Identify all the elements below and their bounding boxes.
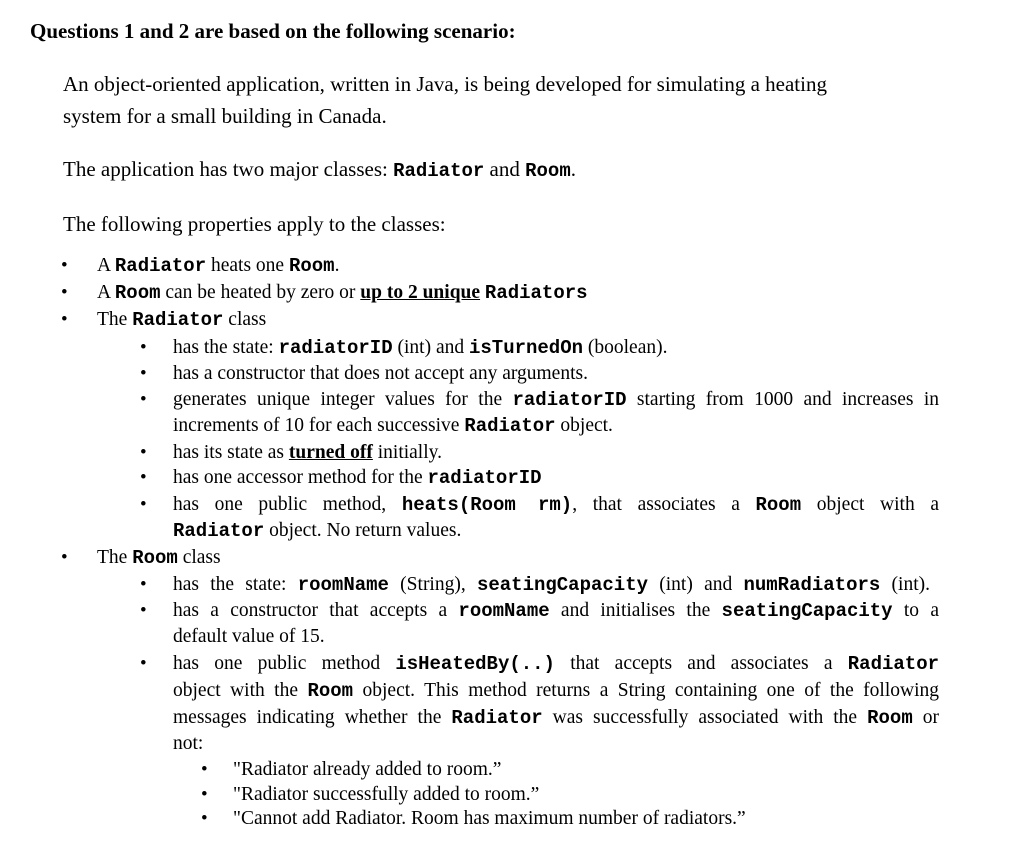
class-room: Room (525, 160, 571, 182)
text: has its state as (173, 442, 289, 463)
scenario-heading: Questions 1 and 2 are based on the following scenario: (30, 19, 516, 43)
bullet-icon: • (140, 494, 147, 515)
classes-middle: and (484, 157, 526, 181)
bullet-icon: • (140, 653, 147, 674)
room-state (173, 572, 930, 598)
text: to a (892, 600, 939, 621)
text: (int) and (648, 574, 744, 595)
text: . (334, 255, 340, 276)
text: has the state: (173, 337, 279, 358)
code-radiator: Radiator (132, 309, 224, 331)
intro-line-1: An object-oriented application, written in Java, is being developed for simulating a heating (63, 72, 827, 96)
bullet-icon: • (140, 389, 147, 410)
text: initially. (372, 442, 443, 463)
radiator-heats-method-cont (173, 518, 461, 544)
bullet-icon: • (61, 255, 68, 276)
code-roomname: roomName (458, 600, 550, 622)
bullet-icon: • (140, 467, 147, 488)
property-room-heated-by (97, 280, 588, 306)
text: class (177, 547, 221, 568)
radiator-id-generation-cont (173, 413, 613, 439)
property-room-class (97, 545, 221, 571)
bullet-icon: • (61, 282, 68, 303)
code-radiatorid: radiatorID (278, 337, 393, 359)
bullet-icon: • (140, 574, 147, 595)
code-isheatedby: isHeatedBy(..) (395, 653, 555, 675)
radiator-initial-state (173, 440, 442, 466)
message-maximum-radiators: "Cannot add Radiator. Room has maximum number of radiators.” (233, 808, 746, 829)
code-room: Room (114, 282, 161, 304)
text: has one public method, (173, 494, 402, 515)
bullet-icon: • (140, 442, 147, 463)
class-radiator: Radiator (393, 160, 485, 182)
property-radiator-class (97, 307, 266, 333)
code-seatingcapacity: seatingCapacity (721, 600, 893, 622)
property-radiator-heats (97, 253, 339, 279)
text: has one accessor method for the (173, 467, 428, 488)
text: (int) and (392, 337, 469, 358)
intro-line-2: system for a small building in Canada. (63, 104, 387, 128)
bullet-icon: • (140, 600, 147, 621)
text: increments of 10 for each successive (173, 415, 465, 436)
bullet-icon: • (201, 784, 208, 805)
room-constructor (173, 598, 939, 624)
underlined-text: turned off (288, 442, 373, 463)
text: (String), (388, 574, 477, 595)
code-radiators: Radiators (484, 282, 588, 304)
text: , that associates a (572, 494, 756, 515)
code-radiator: Radiator (847, 653, 939, 675)
text: object. This method returns a String containing one of the following (353, 680, 940, 701)
code-radiator: Radiator (114, 255, 207, 277)
radiator-accessor (173, 465, 542, 491)
text: has the state: (173, 574, 298, 595)
code-radiatorid: radiatorID (512, 389, 627, 411)
text: object with a (801, 494, 939, 515)
text: The (97, 309, 133, 330)
code-seatingcapacity: seatingCapacity (476, 574, 648, 596)
code-room: Room (307, 680, 354, 702)
text: object. (555, 415, 613, 436)
room-isheatedby-method (173, 651, 939, 677)
text: class (223, 309, 267, 330)
text: messages indicating whether the (173, 707, 452, 728)
bullet-icon: • (201, 808, 208, 829)
radiator-id-generation (173, 387, 939, 413)
bullet-icon: • (61, 309, 68, 330)
radiator-constructor: has a constructor that does not accept any arguments. (173, 363, 588, 384)
bullet-icon: • (140, 363, 147, 384)
room-constructor-cont: default value of 15. (173, 626, 325, 647)
radiator-heats-method (173, 492, 939, 518)
properties-intro: The following properties apply to the classes: (63, 212, 446, 236)
bullet-icon: • (140, 337, 147, 358)
text: A (97, 255, 115, 276)
code-roomname: roomName (297, 574, 389, 596)
code-heats-method: heats(Room rm) (401, 494, 573, 516)
text: starting from 1000 and increases in (626, 389, 939, 410)
text: (int). (880, 574, 930, 595)
text: object. No return values. (264, 520, 462, 541)
text: and initialises the (549, 600, 722, 621)
radiator-state (173, 335, 667, 361)
text: has a constructor that accepts a (173, 600, 459, 621)
code-radiator: Radiator (451, 707, 543, 729)
text: object with the (173, 680, 308, 701)
text: can be heated by zero or (160, 282, 361, 303)
text: or (912, 707, 939, 728)
bullet-icon: • (61, 547, 68, 568)
code-isturnedon: isTurnedOn (468, 337, 584, 359)
classes-prefix: The application has two major classes: (63, 157, 394, 181)
room-isheatedby-cont-2 (173, 705, 939, 731)
message-already-added: "Radiator already added to room.” (233, 759, 502, 780)
code-room: Room (755, 494, 802, 516)
text: has one public method (173, 653, 396, 674)
code-radiator: Radiator (173, 520, 265, 542)
message-successfully-added: "Radiator successfully added to room.” (233, 784, 540, 805)
room-isheatedby-cont-1 (173, 678, 939, 704)
code-radiatorid: radiatorID (427, 467, 542, 489)
underlined-text: up to 2 unique (360, 282, 481, 303)
code-numradiators: numRadiators (743, 574, 881, 596)
code-radiator: Radiator (464, 415, 556, 437)
text: The (97, 547, 133, 568)
text: generates unique integer values for the (173, 389, 513, 410)
room-isheatedby-cont-3: not: (173, 733, 204, 754)
bullet-icon: • (201, 759, 208, 780)
code-room: Room (132, 547, 178, 569)
text: was successfully associated with the (542, 707, 868, 728)
text: heats one (206, 255, 289, 276)
classes-suffix: . (570, 157, 576, 181)
text: (boolean). (583, 337, 668, 358)
code-room: Room (867, 707, 913, 729)
classes-sentence (63, 153, 576, 187)
text: that accepts and associates a (554, 653, 848, 674)
text: A (97, 282, 115, 303)
code-room: Room (288, 255, 335, 277)
